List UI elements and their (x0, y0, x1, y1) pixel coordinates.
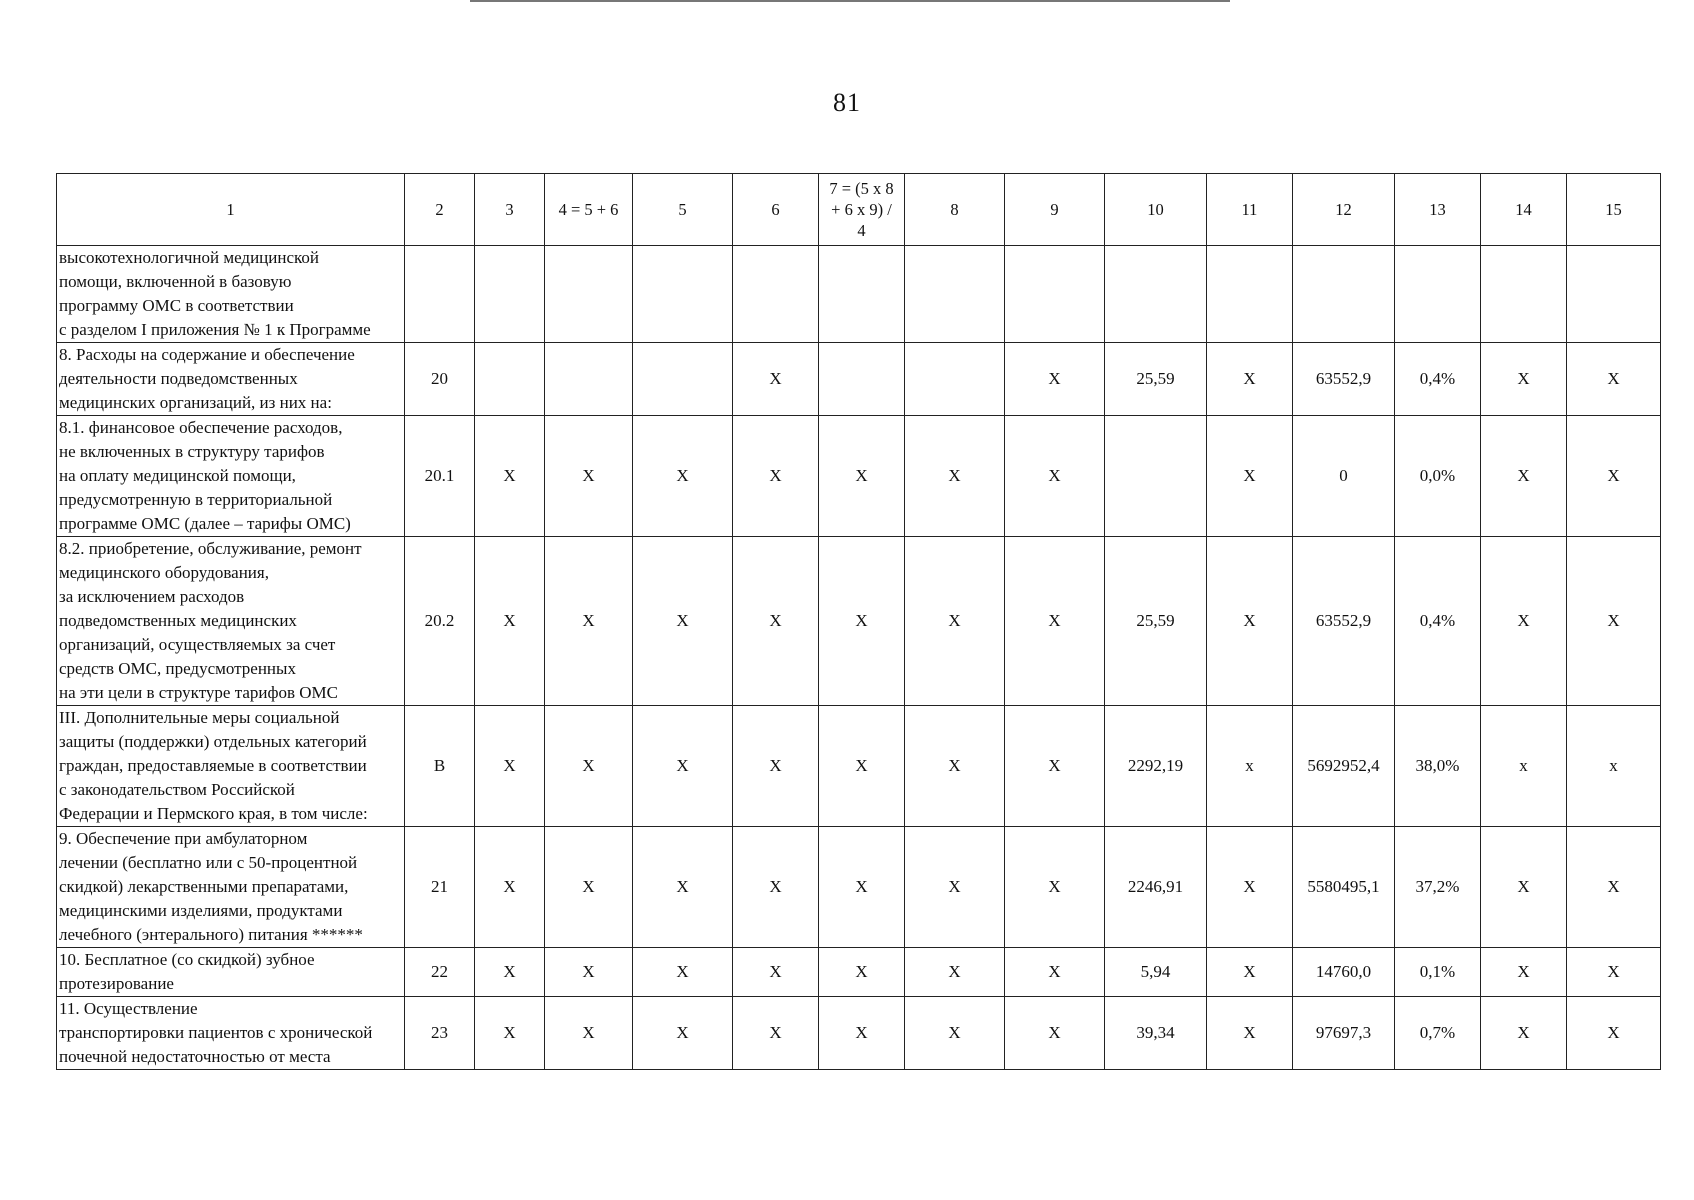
table-row (57, 246, 1661, 343)
table-row (57, 948, 1661, 997)
table-cell: x (1567, 706, 1661, 827)
header-cell: 14 (1481, 174, 1567, 246)
page-number: 81 (833, 88, 861, 117)
table-cell: X (545, 537, 633, 706)
description-line: медицинских организаций, из них на: (59, 393, 332, 412)
table-row (57, 537, 1661, 706)
table-cell: 5580495,1 (1293, 827, 1395, 948)
table-cell: X (905, 997, 1005, 1070)
table-cell: X (633, 827, 733, 948)
table-cell: X (733, 706, 819, 827)
description-line: предусмотренную в территориальной (59, 490, 333, 509)
header-cell: 12 (1293, 174, 1395, 246)
table-cell (1105, 246, 1207, 343)
description-line: 8.2. приобретение, обслуживание, ремонт (59, 539, 362, 558)
row-description (57, 948, 405, 997)
top-scan-rule (470, 0, 1230, 2)
description-line: Федерации и Пермского края, в том числе: (59, 804, 368, 823)
table-cell: X (1481, 948, 1567, 997)
header-cell: 11 (1207, 174, 1293, 246)
table-cell: X (1481, 537, 1567, 706)
table-cell: X (1005, 537, 1105, 706)
description-line: граждан, предоставляемые в соответствии (59, 756, 367, 775)
row-description (57, 343, 405, 416)
table-cell: 38,0% (1395, 706, 1481, 827)
table-cell: X (475, 948, 545, 997)
table-row (57, 827, 1661, 948)
table-cell: 23 (405, 997, 475, 1070)
table-cell: 0,4% (1395, 343, 1481, 416)
table-cell: 0,7% (1395, 997, 1481, 1070)
description-line: транспортировки пациентов с хронической (59, 1023, 373, 1042)
header-cell: 3 (475, 174, 545, 246)
table-cell: X (1005, 416, 1105, 537)
table-cell (1293, 246, 1395, 343)
table-cell: X (1481, 343, 1567, 416)
table-cell: X (545, 706, 633, 827)
table-cell (905, 343, 1005, 416)
description-line: программу ОМС в соответствии (59, 296, 294, 315)
table-cell: В (405, 706, 475, 827)
table-cell (1395, 246, 1481, 343)
table-cell: X (1207, 948, 1293, 997)
description-line: 11. Осуществление (59, 999, 198, 1018)
table-cell: 0,1% (1395, 948, 1481, 997)
description-line: деятельности подведомственных (59, 369, 298, 388)
table-cell: X (819, 537, 905, 706)
table-cell: X (545, 997, 633, 1070)
table-cell (475, 246, 545, 343)
table-cell: X (1567, 343, 1661, 416)
table-cell: X (733, 343, 819, 416)
table-cell: X (733, 948, 819, 997)
table-cell (545, 246, 633, 343)
table-cell: X (545, 827, 633, 948)
header-cell: 2 (405, 174, 475, 246)
table-cell: X (905, 827, 1005, 948)
table-cell: X (545, 416, 633, 537)
table-cell: 20 (405, 343, 475, 416)
table-cell (1481, 246, 1567, 343)
table-row (57, 343, 1661, 416)
description-line: протезирование (59, 974, 174, 993)
description-line: лечении (бесплатно или с 50-процентной (59, 853, 358, 872)
table-cell: 22 (405, 948, 475, 997)
description-line: на эти цели в структуре тарифов ОМС (59, 683, 339, 702)
table-cell: X (905, 948, 1005, 997)
table-cell: X (819, 948, 905, 997)
table-cell (819, 343, 905, 416)
table-row (57, 706, 1661, 827)
table-cell: 2246,91 (1105, 827, 1207, 948)
description-line: медицинскими изделиями, продуктами (59, 901, 343, 920)
description-line: с разделом I приложения № 1 к Программе (59, 320, 371, 339)
table-cell: X (475, 537, 545, 706)
table-cell: 37,2% (1395, 827, 1481, 948)
table-cell: X (1567, 997, 1661, 1070)
header-cell: 4 = 5 + 6 (545, 174, 633, 246)
table-cell: 21 (405, 827, 475, 948)
table-cell: X (1207, 827, 1293, 948)
header-cell: 9 (1005, 174, 1105, 246)
row-description (57, 246, 405, 343)
description-line: 8.1. финансовое обеспечение расходов, (59, 418, 343, 437)
description-line: программе ОМС (далее – тарифы ОМС) (59, 514, 351, 533)
table-cell: X (475, 706, 545, 827)
table-cell (633, 343, 733, 416)
header-cell: 13 (1395, 174, 1481, 246)
table-cell: X (633, 416, 733, 537)
table-cell: X (633, 997, 733, 1070)
table-cell: 63552,9 (1293, 537, 1395, 706)
table-cell: 14760,0 (1293, 948, 1395, 997)
table-cell (475, 343, 545, 416)
table-cell: 0,4% (1395, 537, 1481, 706)
header-cell: 1 (57, 174, 405, 246)
header-cell: 5 (633, 174, 733, 246)
table-cell (1207, 246, 1293, 343)
description-line: средств ОМС, предусмотренных (59, 659, 296, 678)
description-line: 8. Расходы на содержание и обеспечение (59, 345, 355, 364)
description-line: на оплату медицинской помощи, (59, 466, 296, 485)
table-cell (1567, 246, 1661, 343)
table-cell (733, 246, 819, 343)
table-cell: X (733, 537, 819, 706)
table-cell: 39,34 (1105, 997, 1207, 1070)
row-description (57, 997, 405, 1070)
description-line: помощи, включенной в базовую (59, 272, 292, 291)
table-cell: 5,94 (1105, 948, 1207, 997)
table-cell: 97697,3 (1293, 997, 1395, 1070)
table-cell: X (733, 827, 819, 948)
table-header-row (57, 174, 1661, 246)
description-line: с законодательством Российской (59, 780, 295, 799)
table-cell: X (733, 997, 819, 1070)
header-cell: 8 (905, 174, 1005, 246)
table-cell: X (1207, 537, 1293, 706)
table-cell (545, 343, 633, 416)
description-line: 10. Бесплатное (со скидкой) зубное (59, 950, 315, 969)
table-cell: X (905, 416, 1005, 537)
description-line: III. Дополнительные меры социальной (59, 708, 340, 727)
table-cell (405, 246, 475, 343)
table-cell: 25,59 (1105, 537, 1207, 706)
table-cell: X (819, 706, 905, 827)
description-line: не включенных в структуру тарифов (59, 442, 325, 461)
table-cell: X (1567, 827, 1661, 948)
table-cell: X (1481, 997, 1567, 1070)
table-cell (819, 246, 905, 343)
description-line: высокотехнологичной медицинской (59, 248, 319, 267)
table-cell: X (475, 827, 545, 948)
table-cell: X (1005, 948, 1105, 997)
description-line: медицинского оборудования, (59, 563, 269, 582)
table-cell: X (1005, 997, 1105, 1070)
table-cell: X (633, 537, 733, 706)
table-cell: X (733, 416, 819, 537)
header-cell-formula (819, 174, 905, 246)
table-cell: X (1207, 343, 1293, 416)
header-cell: 6 (733, 174, 819, 246)
table-cell (905, 246, 1005, 343)
header-cell: 15 (1567, 174, 1661, 246)
description-line: за исключением расходов (59, 587, 245, 606)
description-line: лечебного (энтерального) питания ****** (59, 925, 363, 944)
table-cell: X (1567, 537, 1661, 706)
table-cell: X (633, 706, 733, 827)
table-row (57, 416, 1661, 537)
table-cell: x (1207, 706, 1293, 827)
table-cell: X (905, 537, 1005, 706)
table-cell: X (633, 948, 733, 997)
description-line: 9. Обеспечение при амбулаторном (59, 829, 308, 848)
row-description (57, 706, 405, 827)
description-line: почечной недостаточностью от места (59, 1047, 331, 1066)
table-cell: X (1567, 416, 1661, 537)
table-cell: X (1567, 948, 1661, 997)
table-cell: 20.2 (405, 537, 475, 706)
header-formula-line: 7 = (5 x 8 (829, 179, 894, 198)
table-cell: X (545, 948, 633, 997)
header-formula-line: + 6 x 9) / (831, 200, 892, 219)
table-cell (633, 246, 733, 343)
table-cell: X (1207, 416, 1293, 537)
row-description (57, 827, 405, 948)
table-cell (1105, 416, 1207, 537)
row-description (57, 537, 405, 706)
table-cell: 63552,9 (1293, 343, 1395, 416)
data-table (56, 173, 1661, 1070)
table-cell: 25,59 (1105, 343, 1207, 416)
header-cell: 10 (1105, 174, 1207, 246)
table-cell: X (1005, 827, 1105, 948)
table-cell: 20.1 (405, 416, 475, 537)
table-cell: X (905, 706, 1005, 827)
table-cell: 5692952,4 (1293, 706, 1395, 827)
table-cell (1005, 246, 1105, 343)
table-cell: X (475, 997, 545, 1070)
table-cell: x (1481, 706, 1567, 827)
table-cell: X (1005, 706, 1105, 827)
table-cell: X (475, 416, 545, 537)
description-line: организаций, осуществляемых за счет (59, 635, 336, 654)
description-line: скидкой) лекарственными препаратами, (59, 877, 349, 896)
table-body (57, 246, 1661, 1070)
row-description (57, 416, 405, 537)
table-cell: 0,0% (1395, 416, 1481, 537)
description-line: защиты (поддержки) отдельных категорий (59, 732, 367, 751)
table-cell: 2292,19 (1105, 706, 1207, 827)
table-cell: X (1481, 416, 1567, 537)
table-cell: X (819, 416, 905, 537)
table-cell: X (819, 997, 905, 1070)
table-cell: X (1481, 827, 1567, 948)
description-line: подведомственных медицинских (59, 611, 297, 630)
header-formula-line: 4 (857, 221, 866, 240)
table-cell: X (1005, 343, 1105, 416)
table-row (57, 997, 1661, 1070)
table-cell: 0 (1293, 416, 1395, 537)
table-cell: X (1207, 997, 1293, 1070)
table-cell: X (819, 827, 905, 948)
